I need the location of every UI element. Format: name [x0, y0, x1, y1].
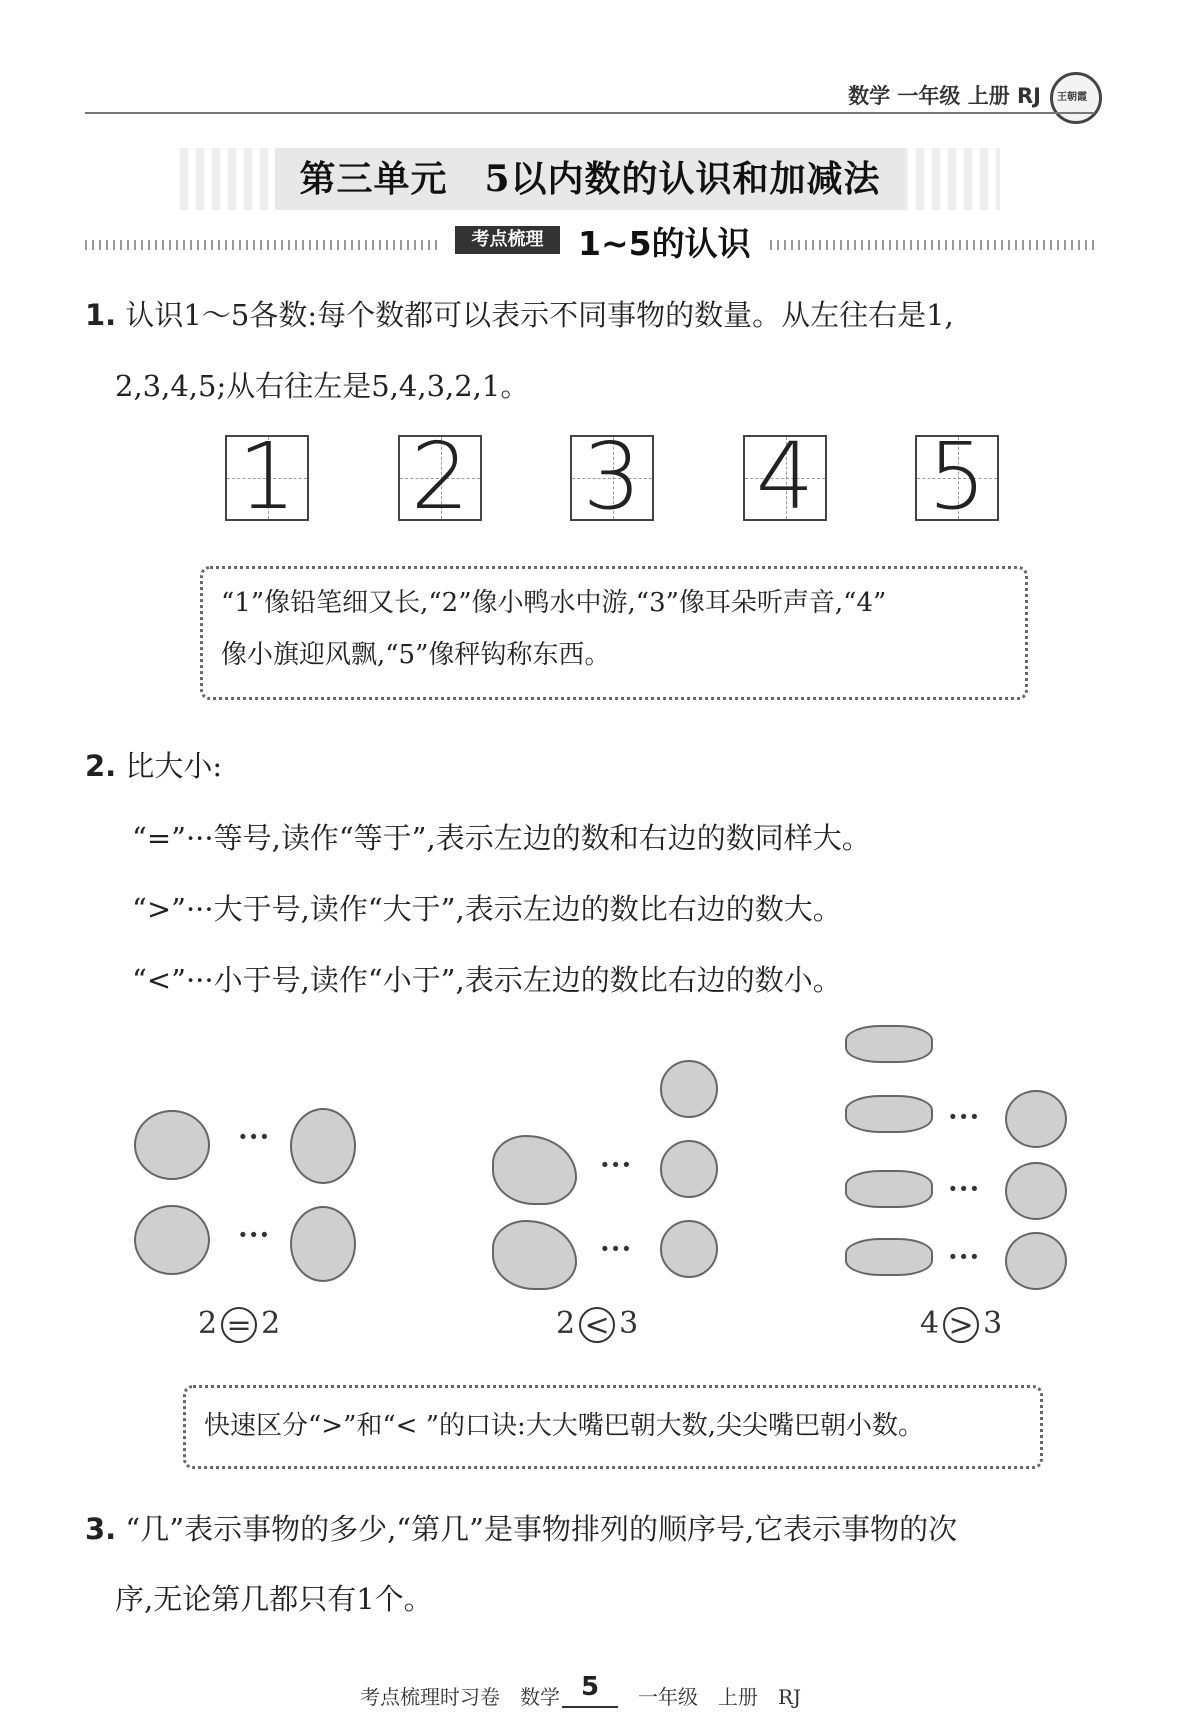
- footer-left: 考点梳理时习卷 数学: [360, 1685, 560, 1709]
- writing-box-1: [225, 423, 309, 530]
- compare-1-left: 2: [198, 1306, 218, 1341]
- compare-3-left: 4: [920, 1306, 940, 1341]
- tip-box-mnemonic: [183, 1385, 1043, 1469]
- writing-box-4: [743, 423, 827, 530]
- section-heading: 1~5的认识: [578, 224, 751, 263]
- pair-dots: ···: [948, 1100, 981, 1133]
- page-number: 5: [562, 1672, 618, 1708]
- section-dotted-rule-right: [770, 240, 1095, 250]
- rule-greater: “>”···大于号,读作“大于”,表示左边的数比右边的数大。: [132, 892, 842, 926]
- corn-icon: [845, 1170, 933, 1208]
- digit-5: 5: [927, 423, 987, 530]
- item1-line1: [85, 295, 1105, 335]
- rule-equal: “=”···等号,读作“等于”,表示左边的数和右边的数同样大。: [132, 821, 871, 855]
- dolphin-icon: [492, 1220, 577, 1290]
- cat-icon: [134, 1205, 210, 1275]
- writing-box-5: [915, 423, 999, 530]
- corn-icon: [845, 1095, 933, 1133]
- footer-right: 一年级 上册 RJ: [638, 1685, 802, 1709]
- item2-title: 比大小:: [125, 749, 223, 783]
- section-dotted-rule-left: [85, 240, 440, 250]
- pair-dots: ···: [238, 1120, 271, 1153]
- compare-3-sign: >: [943, 1307, 979, 1343]
- rule-less: “<”···小于号,读作“小于”,表示左边的数比右边的数小。: [132, 963, 842, 997]
- compare-2-left: 2: [556, 1306, 576, 1341]
- cat-icon: [134, 1110, 210, 1180]
- compare-2: [556, 1306, 638, 1343]
- writing-box-3: [570, 423, 654, 530]
- item3-line2: 序,无论第几都只有1个。: [115, 1582, 433, 1616]
- tip-box-shapes: [200, 566, 1028, 700]
- item1-line2: 2,3,4,5;从右往左是5,4,3,2,1。: [115, 369, 530, 403]
- pair-dots: ···: [948, 1172, 981, 1205]
- compare-3-right: 3: [983, 1306, 1003, 1341]
- section-tag: 考点梳理: [455, 226, 560, 254]
- item3-number: 3.: [85, 1512, 117, 1546]
- unit-title: 第三单元 5以内数的认识和加减法: [299, 158, 881, 200]
- compare-1-sign: =: [221, 1307, 257, 1343]
- digit-2: 2: [410, 423, 470, 530]
- item3-text1: “几”表示事物的多少,“第几”是事物排列的顺序号,它表示事物的次: [125, 1512, 958, 1546]
- pair-dots: ···: [948, 1240, 981, 1273]
- item1-text1: 认识1～5各数:每个数都可以表示不同事物的数量。从左往右是1,: [125, 298, 954, 332]
- item2-number: 2.: [85, 749, 117, 783]
- ball-icon: [660, 1140, 718, 1198]
- pair-dots: ···: [600, 1148, 633, 1181]
- digit-3: 3: [582, 423, 642, 530]
- compare-3: [920, 1306, 1002, 1343]
- item2-heading: [85, 746, 222, 786]
- mouse-icon: [290, 1108, 356, 1184]
- digit-1: 1: [237, 423, 297, 530]
- tip1-line2: 像小旗迎风飘,“5”像秤钩称东西。: [221, 640, 611, 670]
- corn-icon: [845, 1025, 933, 1063]
- pair-dots: ···: [238, 1218, 271, 1251]
- compare-2-right: 3: [619, 1306, 639, 1341]
- corn-icon: [845, 1238, 933, 1276]
- item3-line1: [85, 1509, 1110, 1549]
- ball-icon: [660, 1060, 718, 1118]
- digit-4: 4: [755, 423, 815, 530]
- bear-icon: [1005, 1162, 1067, 1220]
- publisher-seal-icon: [1050, 72, 1102, 124]
- tip1-line1: “1”像铅笔细又长,“2”像小鸭水中游,“3”像耳朵听声音,“4”: [221, 588, 887, 618]
- bear-icon: [1005, 1090, 1067, 1148]
- bear-icon: [1005, 1232, 1067, 1290]
- dolphin-icon: [492, 1135, 577, 1205]
- running-header: 数学 一年级 上册 RJ: [848, 84, 1041, 108]
- compare-1: [198, 1306, 280, 1343]
- header-rule: [85, 112, 1095, 114]
- compare-2-sign: <: [579, 1307, 615, 1343]
- ball-icon: [660, 1220, 718, 1278]
- tip2-text: 快速区分“>”和“< ”的口诀:大大嘴巴朝大数,尖尖嘴巴朝小数。: [204, 1411, 925, 1441]
- item1-number: 1.: [85, 298, 117, 332]
- seal-label: 王朝霞: [1057, 92, 1087, 103]
- writing-box-2: [398, 423, 482, 530]
- compare-1-right: 2: [261, 1306, 281, 1341]
- mouse-icon: [290, 1206, 356, 1282]
- pair-dots: ···: [600, 1232, 633, 1265]
